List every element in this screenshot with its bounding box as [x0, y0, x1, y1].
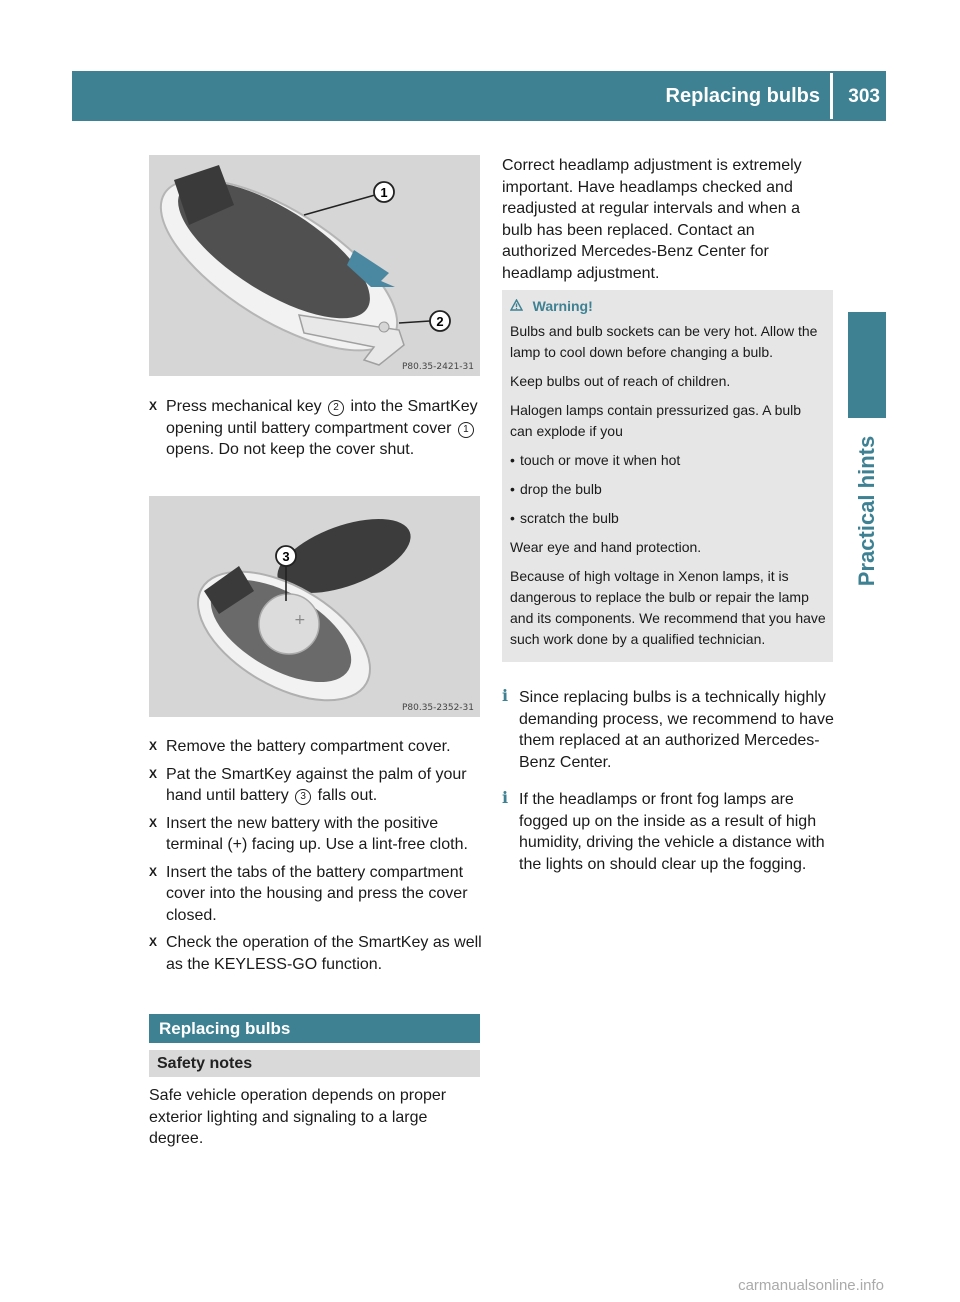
list-item: X Remove the battery compartment cover.: [149, 738, 451, 755]
warning-icon: [510, 299, 527, 314]
warning-title: Warning!: [510, 296, 827, 317]
smartkey-illustration: [149, 155, 480, 376]
svg-text:3: 3: [282, 549, 290, 564]
info-icon: i: [502, 788, 509, 807]
svg-text:1: 1: [380, 185, 388, 200]
figure-code: P80.35-2421-31: [401, 362, 474, 372]
warning-text: Bulbs and bulb sockets can be very hot. Allow the lamp to cool down before changing a bulb.: [510, 323, 818, 360]
header-title: Replacing bulbs: [665, 85, 820, 107]
step-marker: X: [149, 399, 158, 413]
info-icon: i: [502, 686, 509, 705]
svg-text:+: +: [294, 612, 306, 628]
steps-open-cover: [149, 396, 484, 467]
list-item: X Pat the SmartKey against the palm of your hand until battery 3 falls out.: [149, 765, 467, 804]
page-number: 303: [848, 86, 880, 107]
info-notes: [502, 687, 837, 891]
info-note: i If the headlamps or front fog lamps are fogged up on the inside as a result of high humidity, driving the vehicle a distance with the lights on should clear up the fogging.: [502, 788, 825, 873]
header-divider: [830, 73, 833, 119]
figure-smartkey-key: [149, 155, 480, 376]
list-item: • touch or move it when hot: [510, 452, 681, 468]
callout-1: 1: [458, 422, 474, 438]
subsection-heading: Safety notes: [149, 1050, 480, 1077]
side-tab-label: [848, 418, 886, 604]
list-item: • scratch the bulb: [510, 510, 619, 526]
safety-notes-text: Safe vehicle operation depends on proper exterior lighting and signaling to a large degree.: [149, 1087, 447, 1147]
figure-code: P80.35-2352-31: [401, 703, 474, 713]
warning-text: Keep bulbs out of reach of children.: [510, 373, 731, 389]
battery-illustration: [149, 496, 480, 717]
warning-text: Wear eye and hand protection.: [510, 539, 702, 555]
list-item: X Check the operation of the SmartKey as well as the KEYLESS-GO function.: [149, 934, 482, 973]
side-tab-marker: [848, 312, 886, 418]
warning-text: Because of high voltage in Xenon lamps, it is dangerous to replace the bulb or repair the lamp and its components. We recommend that you have such work done by a qualified technician.: [510, 568, 826, 647]
section-heading: Replacing bulbs: [149, 1014, 480, 1043]
callout-3: 3: [295, 789, 311, 805]
footer-watermark: carmanualsonline.info: [738, 1277, 884, 1294]
list-item: X Press mechanical key 2 into the SmartKey opening until battery compartment cover 1 opens. Do not keep the cover shut.: [149, 398, 478, 458]
figure-battery-compartment: [149, 496, 480, 717]
side-tab-text: Practical hints: [854, 435, 880, 587]
warning-box: [502, 290, 833, 662]
svg-text:2: 2: [436, 314, 444, 329]
list-item: X Insert the tabs of the battery compartment cover into the housing and press the cover closed.: [149, 863, 468, 924]
info-note: i Since replacing bulbs is a technically highly demanding process, we recommend to have them replaced at an authorized Mercedes-Benz Center.: [502, 686, 834, 771]
callout-2: 2: [328, 400, 344, 416]
list-item: X Insert the new battery with the positive terminal (+) facing up. Use a lint-free cloth.: [149, 814, 468, 853]
page-header: [72, 71, 886, 121]
headlamp-adjustment-text: Correct headlamp adjustment is extremely important. Have headlamps checked and readjusted at regular intervals and when a bulb has been replaced. Contact an authorized Mercedes-Benz Center for headlamp adjustment.: [502, 157, 802, 282]
steps-replace-battery: [149, 736, 484, 981]
list-item: • drop the bulb: [510, 481, 602, 497]
warning-text: Halogen lamps contain pressurized gas. A bulb can explode if you: [510, 402, 802, 439]
